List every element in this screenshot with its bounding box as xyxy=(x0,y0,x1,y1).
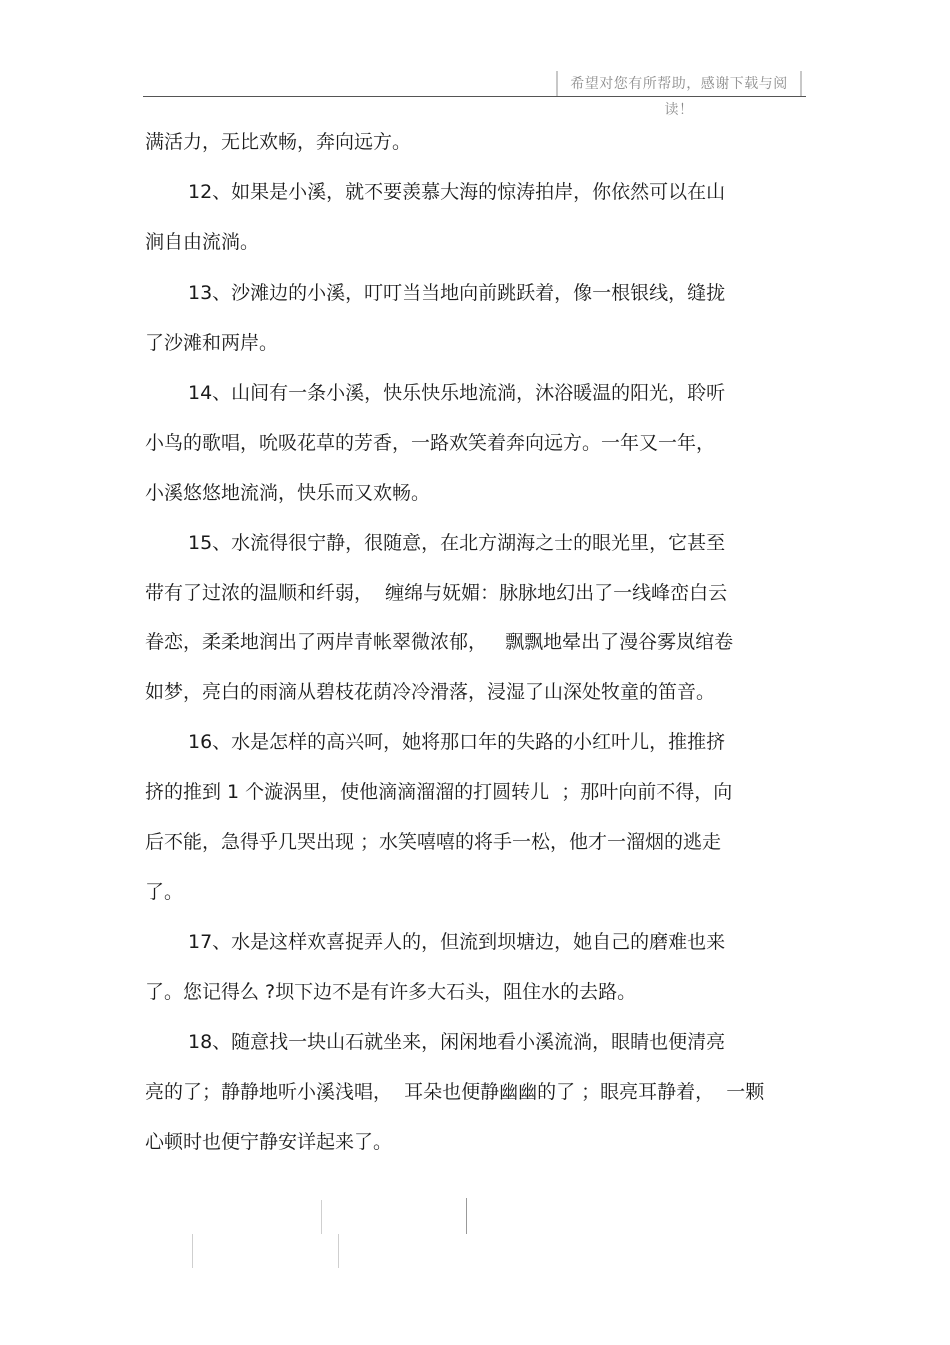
text-line: 带有了过浓的温顺和纤弱， 缠绵与妩媚：脉脉地幻出了一线峰峦白云 xyxy=(145,582,728,604)
text-line: 如梦，亮白的雨滴从碧枝花荫冷冷滑落，浸湿了山深处牧童的笛音。 xyxy=(145,681,716,703)
scan-mark xyxy=(192,1234,193,1268)
text-line: 了。您记得么 ?坝下边不是有许多大石头，阻住水的去路。 xyxy=(145,981,637,1003)
text-line: 17、水是这样欢喜捉弄人的，但流到坝塘边，她自己的磨难也来 xyxy=(188,931,726,953)
scan-mark xyxy=(321,1200,322,1234)
text-line: 了。 xyxy=(145,881,184,903)
text-line: 13、沙滩边的小溪，叮叮当当地向前跳跃着，像一根银线，缝拢 xyxy=(188,282,726,304)
text-line: 挤的推到 1 个漩涡里，使他滴滴溜溜的打圆转儿 ；那叶向前不得，向 xyxy=(145,781,733,803)
text-line: 了沙滩和两岸。 xyxy=(145,332,279,354)
header-rule xyxy=(143,96,806,97)
header-note: 希望对您有所帮助，感谢下载与阅读！ xyxy=(556,71,802,97)
text-line: 心顿时也便宁静安详起来了。 xyxy=(145,1131,393,1153)
text-line: 15、水流得很宁静，很随意，在北方湖海之士的眼光里，它甚至 xyxy=(188,532,726,554)
text-line: 满活力，无比欢畅，奔向远方。 xyxy=(145,131,412,153)
text-line: 眷恋，柔柔地润出了两岸青帐翠微浓郁， 飘飘地晕出了漫谷雾岚绾卷 xyxy=(145,631,734,653)
scan-mark xyxy=(338,1234,339,1268)
text-line: 12、如果是小溪，就不要羡慕大海的惊涛拍岸，你依然可以在山 xyxy=(188,181,726,203)
text-line: 亮的了；静静地听小溪浅唱， 耳朵也便静幽幽的了 ；眼亮耳静着， 一颗 xyxy=(145,1081,765,1103)
text-line: 小鸟的歌唱，吮吸花草的芳香，一路欢笑着奔向远方。一年又一年， xyxy=(145,432,716,454)
text-line: 14、山间有一条小溪，快乐快乐地流淌，沐浴暖温的阳光，聆听 xyxy=(188,382,726,404)
text-line: 16、水是怎样的高兴呵，她将那口年的失路的小红叶儿，推推挤 xyxy=(188,731,726,753)
text-line: 后不能，急得乎几哭出现 ；水笑嘻嘻的将手一松，他才一溜烟的逃走 xyxy=(145,831,722,853)
scan-mark xyxy=(466,1198,467,1234)
text-line: 涧自由流淌。 xyxy=(145,231,260,253)
text-line: 小溪悠悠地流淌，快乐而又欢畅。 xyxy=(145,482,431,504)
text-line: 18、随意找一块山石就坐来，闲闲地看小溪流淌，眼睛也便清亮 xyxy=(188,1031,726,1053)
